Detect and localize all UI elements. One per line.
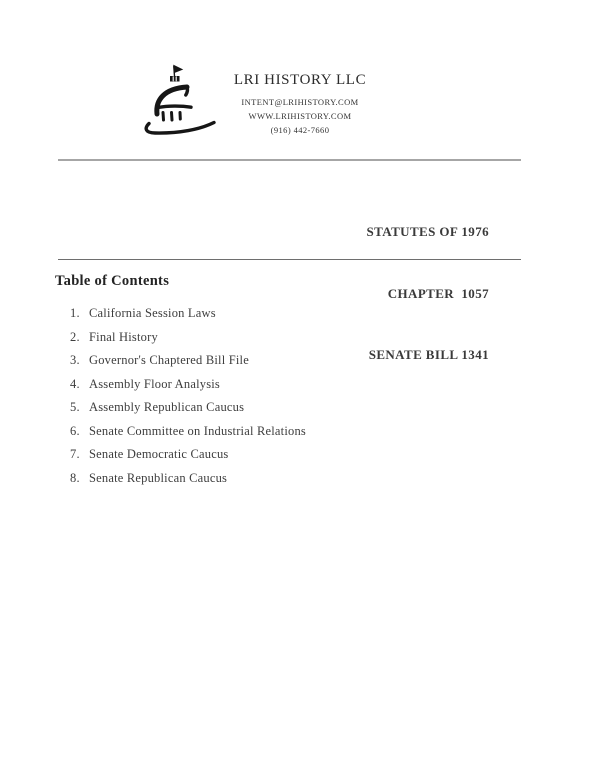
toc-item	[70, 396, 306, 420]
divider-bottom	[58, 259, 521, 260]
statutes-line: STATUTES OF 1976	[366, 224, 489, 239]
toc-list	[70, 302, 306, 490]
toc-item	[70, 467, 306, 491]
toc-item-label: Assembly Floor Analysis	[89, 376, 220, 391]
toc-item-label: California Session Laws	[89, 306, 216, 321]
toc-item-number: 3.	[70, 353, 80, 368]
toc-item	[70, 373, 306, 397]
toc-item-number: 6.	[70, 423, 80, 438]
toc-item-label: Senate Committee on Industrial Relations	[89, 423, 306, 438]
company-phone: (916) 442-7660	[270, 125, 330, 135]
toc-item	[70, 420, 306, 444]
toc-item	[70, 443, 306, 467]
toc-item-number: 1.	[70, 306, 80, 321]
divider-top	[58, 159, 521, 161]
toc-item	[70, 349, 306, 373]
chapter-line: CHAPTER 1057	[387, 285, 489, 301]
toc-item	[70, 326, 306, 350]
contact-block	[0, 95, 600, 137]
toc-item-label: Senate Democratic Caucus	[89, 447, 229, 462]
toc-item-label: Senate Republican Caucus	[89, 470, 228, 485]
company-email: INTENT@LRIHISTORY.COM	[241, 97, 359, 107]
toc-item-label: Final History	[89, 329, 158, 344]
company-website: WWW.LRIHISTORY.COM	[248, 111, 352, 121]
toc-item-label: Governor's Chaptered Bill File	[89, 353, 249, 368]
senate-bill-line: SENATE BILL 1341	[368, 347, 489, 362]
toc-item-number: 7.	[70, 447, 80, 462]
toc-heading: Table of Contents	[55, 273, 170, 289]
bill-reference-block	[367, 181, 489, 407]
toc-item-number: 8.	[70, 470, 80, 485]
toc-item-number: 5.	[70, 400, 80, 415]
toc-item-label: Assembly Republican Caucus	[89, 400, 245, 415]
toc-item-number: 4.	[70, 376, 80, 391]
letterhead	[0, 71, 600, 137]
toc-item-number: 2.	[70, 329, 80, 344]
toc-item	[70, 302, 306, 326]
company-name: LRI HISTORY LLC	[233, 72, 367, 88]
